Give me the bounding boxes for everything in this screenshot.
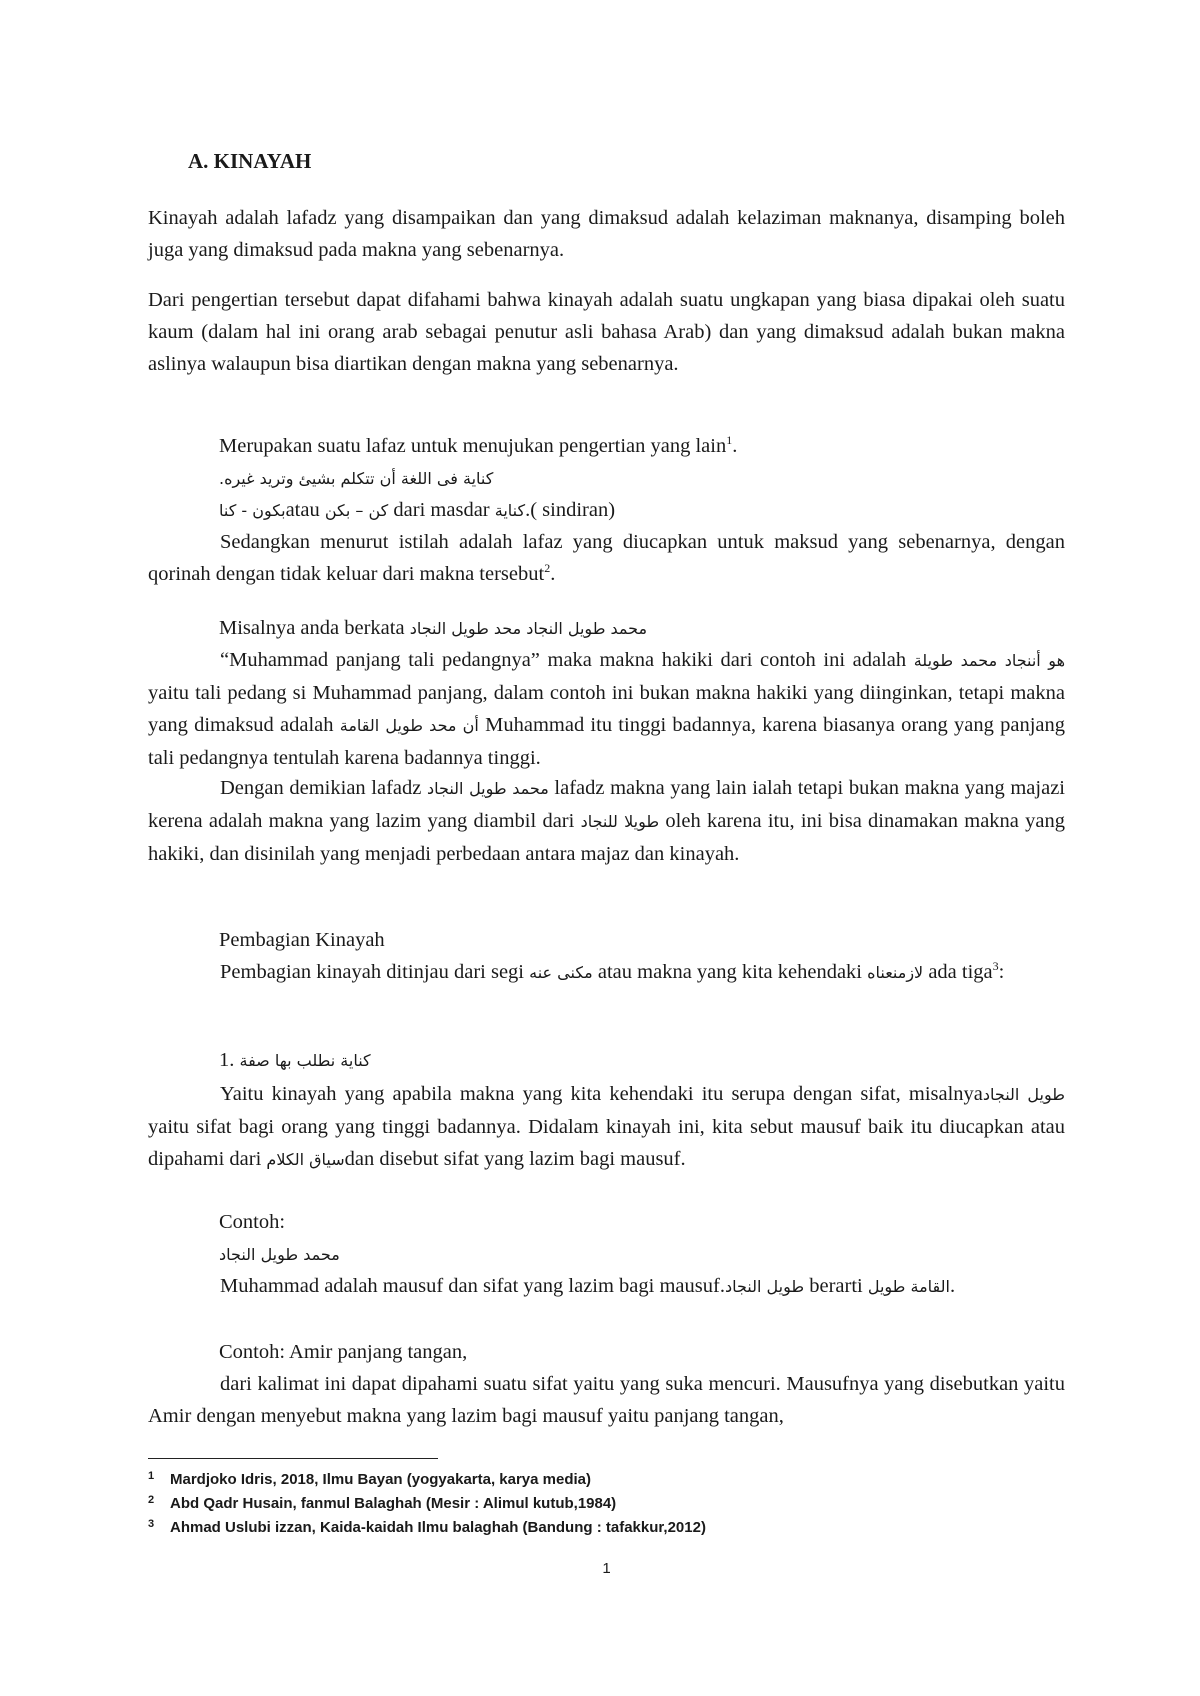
arabic-text: مكنى عنه	[529, 963, 593, 982]
footnote-ref: 1	[726, 433, 733, 448]
label-contoh-amir: Contoh: Amir panjang tangan,	[219, 1341, 468, 1363]
footnote-divider	[148, 1458, 438, 1459]
arabic-line	[219, 462, 1065, 495]
arabic-text: محمد طويل النجاد	[427, 779, 549, 798]
arabic-text: كناية نطلب بها صفة	[239, 1051, 371, 1070]
arabic-text: بكون - كنا	[219, 501, 286, 520]
arabic-text: هو أننجاد محمد طويلة	[913, 651, 1066, 670]
arabic-text: طويل النجاد	[982, 1085, 1065, 1104]
subheading-pembagian: Pembagian Kinayah	[219, 929, 385, 951]
arabic-text: طويلا للنجاد	[580, 812, 660, 831]
line-text: Merupakan suatu lafaz untuk menujukan pengertian yang lain	[219, 435, 727, 457]
paragraph-explanation: Dari pengertian tersebut dapat difahami bahwa kinayah adalah suatu ungkapan yang biasa dipakai oleh suatu kaum (dalam hal ini orang arab sebagai penutur asli bahasa Arab) dan yang dimaksud adalah bukan makna aslinya walaupun bisa diartikan dengan makna yang sebenarnya.	[148, 289, 1065, 375]
footnote-ref: 2	[544, 561, 551, 576]
footnote-item: 1 Mardjoko Idris, 2018, Ilmu Bayan (yogyakarta, karya media)	[148, 1470, 592, 1488]
line-example: Misalnya anda berkata محمد طويل النجاد محد طويل النجاد	[219, 617, 648, 639]
arabic-text: سياق الكلام	[266, 1150, 345, 1169]
paragraph-pembagian: Pembagian kinayah ditinjau dari segi مكنى عنه atau makna yang kita kehendaki لازمنعناه ada tiga$^3$:	[220, 959, 1005, 983]
line-etymology: بكون - كناatau كن – بكن dari masdar كناية.( sindiran)	[219, 499, 616, 521]
arabic-text: القامة طويل	[867, 1277, 950, 1296]
arabic-text: طويل النجاد	[724, 1277, 805, 1296]
arabic-text: محمد طويل النجاد	[219, 1245, 340, 1264]
arabic-text: محمد طويل النجاد محد طويل النجاد	[409, 619, 648, 638]
line-lafaz-definition: Merupakan suatu lafaz untuk menujukan pengertian yang lain$^1$.	[219, 433, 738, 457]
paragraph-sifat: Yaitu kinayah yang apabila makna yang kita kehendaki itu serupa dengan sifat, misalnyaطويل النجاد yaitu sifat bagi orang yang tinggi badannya. Didalam kinayah ini, kita sebut mausuf baik itu diucapkan atau dipahami dari سياق الكلامdan disebut sifat yang lazim bagi mausuf.	[148, 1083, 1065, 1170]
paragraph-example-explanation: “Muhammad panjang tali pedangnya” maka makna hakiki dari contoh ini adalah هو أننجاد محمد طويلة yaitu tali pedang si Muhammad panjang, dalam contoh ini bukan makna hakiki yang diinginkan, tetapi makna yang dimaksud adalah أن محد طويل القامة Muhammad itu tinggi badannya, karena biasanya orang yang panjang tali pedangnya tentulah karena badannya tinggi.	[148, 649, 1066, 769]
section-heading: A. KINAYAH	[188, 149, 312, 173]
paragraph-conclusion: Dengan demikian lafadz محمد طويل النجاد lafadz makna yang lain ialah tetapi bukan makna yang majazi kerena adalah makna yang lazim yang diambil dari طويلا للنجاد oleh karena itu, ini bisa dinamakan makna yang hakiki, dan disinilah yang menjadi perbedaan antara majaz dan kinayah.	[148, 777, 1065, 865]
arabic-text: كناية فى اللغة أن تتكلم بشيئ وتريد غيره.	[219, 469, 494, 488]
paragraph-istilah: Sedangkan menurut istilah adalah lafaz yang diucapkan untuk maksud yang sebenarnya, dengan qorinah dengan tidak keluar dari makna tersebut$^2$.	[148, 531, 1065, 585]
paragraph-definition: Kinayah adalah lafadz yang disampaikan dan yang dimaksud adalah kelaziman maknanya, disamping boleh juga yang dimaksud pada makna yang sebenarnya.	[148, 207, 1065, 261]
paragraph-mausuf: Muhammad adalah mausuf dan sifat yang lazim bagi mausuf.طويل النجاد berarti القامة طويل.	[220, 1275, 956, 1297]
footnote-ref: 3	[992, 959, 999, 974]
page-number: 1	[602, 1560, 611, 1577]
footnote-item: 2 Abd Qadr Husain, fanmul Balaghah (Mesir : Alimul kutub,1984)	[148, 1494, 617, 1512]
paragraph-amir: dari kalimat ini dapat dipahami suatu sifat yaitu yang suka mencuri. Mausufnya yang disebutkan yaitu Amir dengan menyebut makna yang lazim bagi mausuf yaitu panjang tangan,	[148, 1373, 1065, 1427]
arabic-text: كن – بكن	[324, 501, 389, 520]
list-item-1: 1. كناية نطلب بها صفة	[219, 1049, 371, 1071]
arabic-text: كناية	[494, 501, 526, 520]
footnote-item: 3 Ahmad Uslubi izzan, Kaida-kaidah Ilmu balaghah (Bandung : tafakkur,2012)	[148, 1518, 706, 1536]
arabic-line	[219, 1238, 1065, 1271]
label-contoh: Contoh:	[219, 1211, 286, 1233]
arabic-text: أن محد طويل القامة	[339, 716, 479, 735]
arabic-text: لازمنعناه	[867, 963, 924, 982]
